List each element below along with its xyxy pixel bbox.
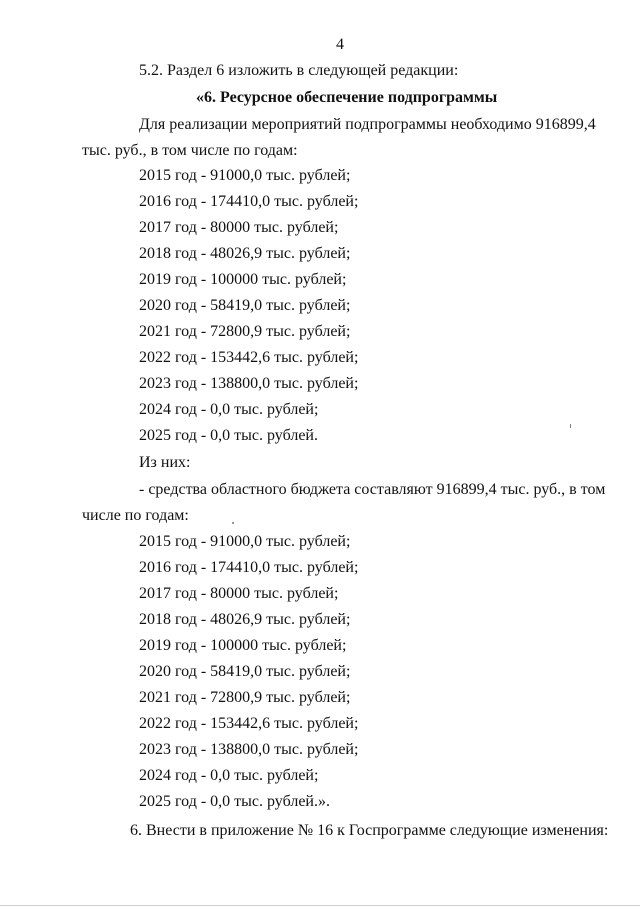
of-them-label: Из них: — [139, 454, 191, 471]
list-item: 2019 год - 100000 тыс. рублей; — [139, 637, 347, 654]
list-item: 2017 год - 80000 тыс. рублей; — [139, 219, 339, 236]
list-item: 2015 год - 91000,0 тыс. рублей; — [139, 167, 351, 184]
list-item: 2018 год - 48026,9 тыс. рублей; — [139, 245, 351, 262]
intro-paragraph-line-2: тыс. руб., в том числе по годам: — [82, 142, 298, 159]
list-item: 2025 год - 0,0 тыс. рублей.». — [139, 793, 330, 810]
regional-budget-line-2: числе по годам: — [82, 507, 189, 524]
list-item: 2022 год - 153442,6 тыс. рублей; — [139, 349, 359, 366]
regional-budget-line-1: - средства областного бюджета составляют 916899,4 тыс. руб., в том — [139, 481, 606, 498]
list-item: 2024 год - 0,0 тыс. рублей; — [139, 401, 319, 418]
section-instruction: 5.2. Раздел 6 изложить в следующей редакции: — [139, 62, 459, 79]
list-item: 2023 год - 138800,0 тыс. рублей; — [139, 375, 359, 392]
scan-edge-line — [0, 905, 640, 906]
list-item: 2016 год - 174410,0 тыс. рублей; — [139, 193, 359, 210]
list-item: 2021 год - 72800,9 тыс. рублей; — [139, 323, 351, 340]
closing-instruction: 6. Внести в приложение № 16 к Госпрограмме следующие изменения: — [130, 822, 609, 839]
intro-paragraph-line-1: Для реализации мероприятий подпрограммы необходимо 916899,4 — [139, 116, 596, 133]
list-item: 2017 год - 80000 тыс. рублей; — [139, 585, 339, 602]
list-item: 2022 год - 153442,6 тыс. рублей; — [139, 715, 359, 732]
list-item: 2021 год - 72800,9 тыс. рублей; — [139, 689, 351, 706]
list-item: 2024 год - 0,0 тыс. рублей; — [139, 767, 319, 784]
scan-speck — [232, 522, 234, 524]
list-item: 2025 год - 0,0 тыс. рублей. — [139, 427, 318, 444]
list-item: 2018 год - 48026,9 тыс. рублей; — [139, 611, 351, 628]
list-item: 2020 год - 58419,0 тыс. рублей; — [139, 663, 351, 680]
scan-speck — [570, 424, 571, 428]
list-item: 2015 год - 91000,0 тыс. рублей; — [139, 533, 351, 550]
list-item: 2019 год - 100000 тыс. рублей; — [139, 271, 347, 288]
list-item: 2023 год - 138800,0 тыс. рублей; — [139, 741, 359, 758]
section-heading: «6. Ресурсное обеспечение подпрограммы — [196, 89, 498, 106]
list-item: 2016 год - 174410,0 тыс. рублей; — [139, 559, 359, 576]
list-item: 2020 год - 58419,0 тыс. рублей; — [139, 297, 351, 314]
page-number: 4 — [336, 36, 344, 53]
